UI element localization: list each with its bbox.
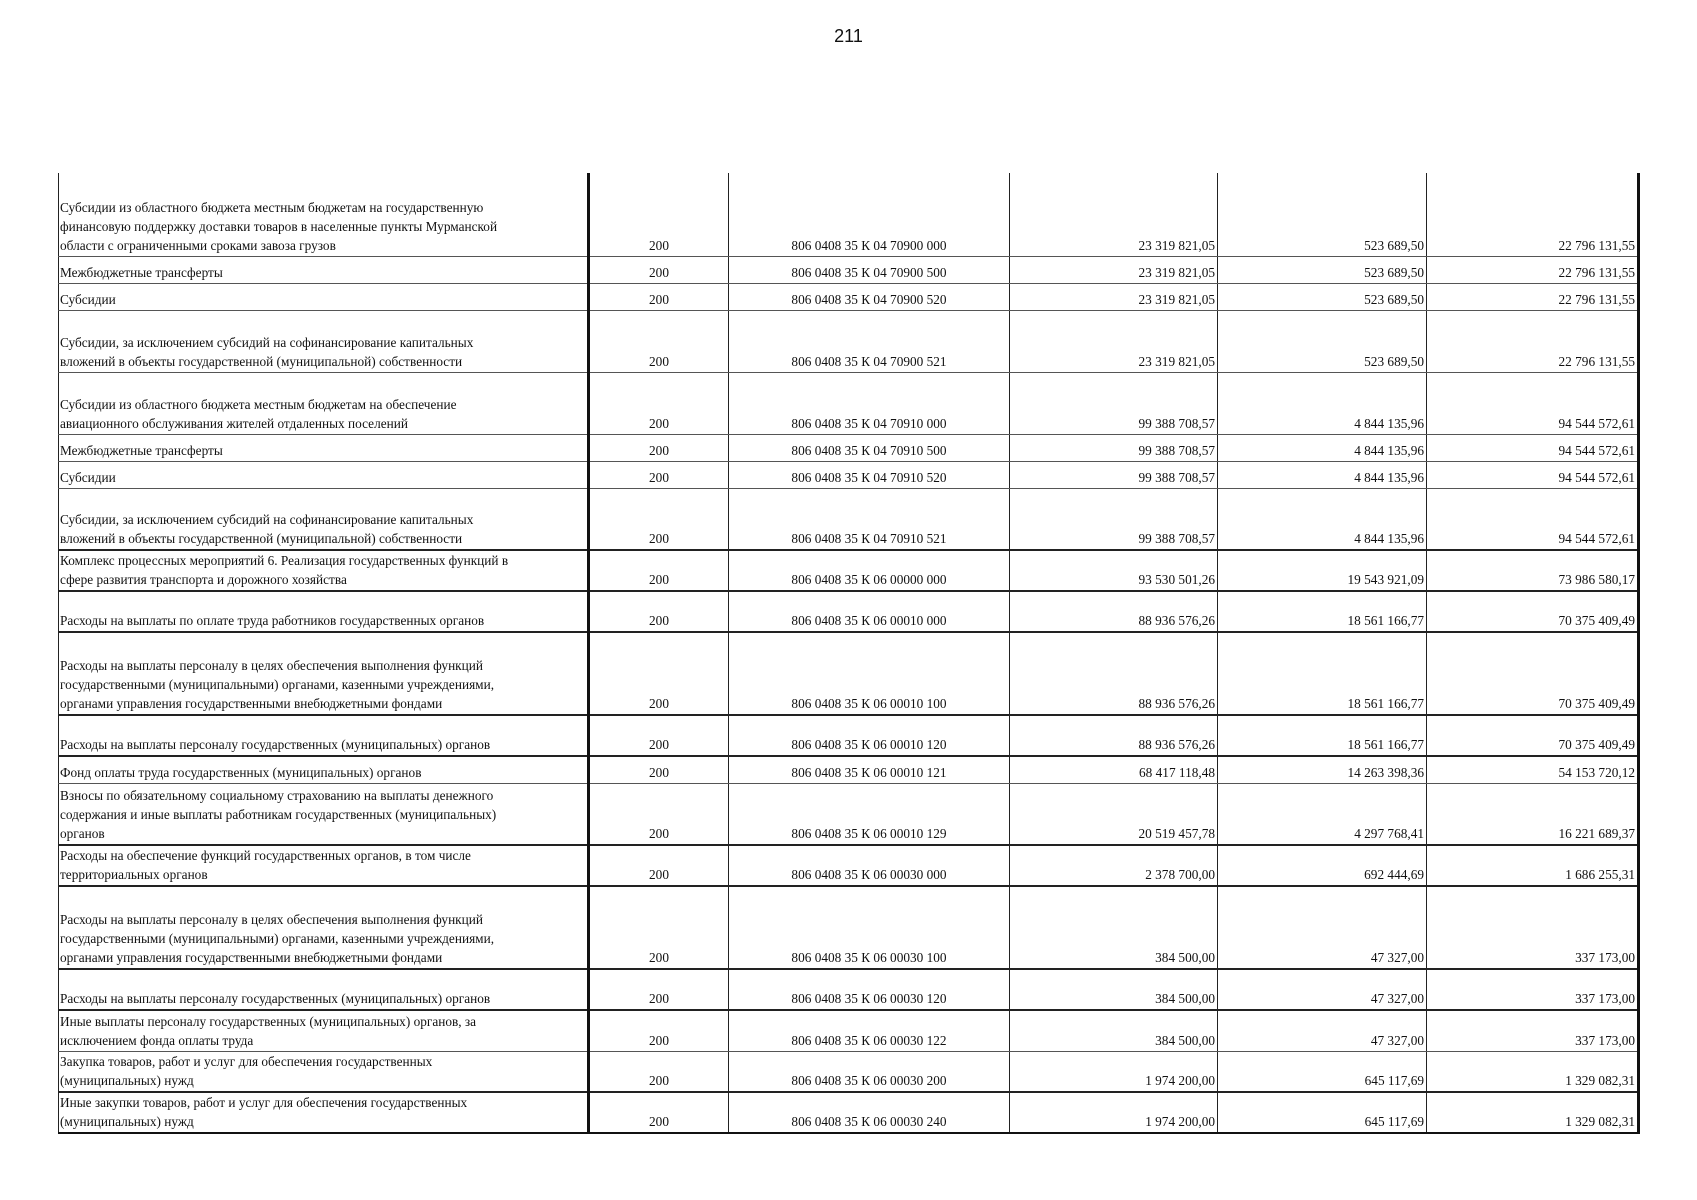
row-approved-amount-cell: 23 319 821,05	[1010, 173, 1218, 256]
row-approved-amount-cell: 384 500,00	[1010, 969, 1218, 1010]
row-classification-code-cell: 806 0408 35 К 06 00010 129	[729, 783, 1010, 845]
table-row	[59, 715, 1639, 756]
row-executed-amount-cell: 645 117,69	[1218, 1051, 1427, 1092]
row-executed-amount-cell: 4 844 135,96	[1218, 461, 1427, 488]
row-executed-amount-cell: 523 689,50	[1218, 173, 1427, 256]
row-line-code-cell: 200	[589, 715, 729, 756]
row-unexecuted-amount-cell: 70 375 409,49	[1427, 591, 1639, 632]
row-unexecuted-amount-cell: 337 173,00	[1427, 969, 1639, 1010]
row-name-cell: Комплекс процессных мероприятий 6. Реализация государственных функций в сфере развития транспорта и дорожного хозяйства	[59, 550, 589, 591]
row-unexecuted-amount-cell: 94 544 572,61	[1427, 488, 1639, 550]
row-executed-amount-cell: 47 327,00	[1218, 1010, 1427, 1051]
row-approved-amount-cell: 99 388 708,57	[1010, 488, 1218, 550]
row-name-cell: Иные закупки товаров, работ и услуг для обеспечения государственных (муниципальных) нужд	[59, 1092, 589, 1133]
row-approved-amount-cell: 68 417 118,48	[1010, 756, 1218, 783]
row-unexecuted-amount-cell: 1 329 082,31	[1427, 1051, 1639, 1092]
row-unexecuted-amount-cell: 70 375 409,49	[1427, 632, 1639, 715]
page-number: 211	[834, 26, 863, 46]
row-line-code-cell: 200	[589, 756, 729, 783]
row-classification-code-cell: 806 0408 35 К 06 00000 000	[729, 550, 1010, 591]
row-line-code-cell: 200	[589, 461, 729, 488]
row-line-code-cell: 200	[589, 256, 729, 283]
row-name-cell: Расходы на выплаты персоналу государственных (муниципальных) органов	[59, 715, 589, 756]
row-executed-amount-cell: 523 689,50	[1218, 256, 1427, 283]
row-approved-amount-cell: 2 378 700,00	[1010, 845, 1218, 886]
row-executed-amount-cell: 19 543 921,09	[1218, 550, 1427, 591]
row-line-code-cell: 200	[589, 434, 729, 461]
row-line-code-cell: 200	[589, 173, 729, 256]
row-classification-code-cell: 806 0408 35 К 04 70900 000	[729, 173, 1010, 256]
row-classification-code-cell: 806 0408 35 К 06 00030 200	[729, 1051, 1010, 1092]
table-row	[59, 591, 1639, 632]
row-name-cell: Расходы на выплаты персоналу в целях обеспечения выполнения функций государственными (муниципальными) органами, казенными учреждениями, органами управления государственными внебюджетными фондами	[59, 886, 589, 969]
row-approved-amount-cell: 1 974 200,00	[1010, 1051, 1218, 1092]
table-row	[59, 461, 1639, 488]
row-unexecuted-amount-cell: 1 686 255,31	[1427, 845, 1639, 886]
row-executed-amount-cell: 4 844 135,96	[1218, 488, 1427, 550]
row-unexecuted-amount-cell: 337 173,00	[1427, 886, 1639, 969]
row-name-cell: Фонд оплаты труда государственных (муниципальных) органов	[59, 756, 589, 783]
row-unexecuted-amount-cell: 94 544 572,61	[1427, 434, 1639, 461]
row-executed-amount-cell: 18 561 166,77	[1218, 715, 1427, 756]
row-executed-amount-cell: 47 327,00	[1218, 969, 1427, 1010]
row-name-cell: Субсидии из областного бюджета местным бюджетам на государственную финансовую поддержку доставки товаров в населенные пункты Мурманской области с ограниченными сроками завоза грузов	[59, 173, 589, 256]
row-executed-amount-cell: 18 561 166,77	[1218, 591, 1427, 632]
row-approved-amount-cell: 99 388 708,57	[1010, 372, 1218, 434]
row-approved-amount-cell: 93 530 501,26	[1010, 550, 1218, 591]
row-approved-amount-cell: 88 936 576,26	[1010, 632, 1218, 715]
row-executed-amount-cell: 4 844 135,96	[1218, 372, 1427, 434]
row-name-cell: Субсидии, за исключением субсидий на софинансирование капитальных вложений в объекты государственной (муниципальной) собственности	[59, 488, 589, 550]
row-name-cell: Расходы на обеспечение функций государственных органов, в том числе территориальных органов	[59, 845, 589, 886]
row-line-code-cell: 200	[589, 283, 729, 310]
row-classification-code-cell: 806 0408 35 К 04 70910 500	[729, 434, 1010, 461]
table-row	[59, 434, 1639, 461]
row-executed-amount-cell: 14 263 398,36	[1218, 756, 1427, 783]
row-approved-amount-cell: 20 519 457,78	[1010, 783, 1218, 845]
row-classification-code-cell: 806 0408 35 К 04 70910 520	[729, 461, 1010, 488]
row-approved-amount-cell: 23 319 821,05	[1010, 310, 1218, 372]
row-classification-code-cell: 806 0408 35 К 06 00010 100	[729, 632, 1010, 715]
row-executed-amount-cell: 47 327,00	[1218, 886, 1427, 969]
row-unexecuted-amount-cell: 22 796 131,55	[1427, 256, 1639, 283]
row-executed-amount-cell: 645 117,69	[1218, 1092, 1427, 1133]
row-classification-code-cell: 806 0408 35 К 06 00010 120	[729, 715, 1010, 756]
row-unexecuted-amount-cell: 22 796 131,55	[1427, 173, 1639, 256]
table-row	[59, 256, 1639, 283]
table-row	[59, 783, 1639, 845]
table-row	[59, 283, 1639, 310]
row-executed-amount-cell: 523 689,50	[1218, 283, 1427, 310]
row-classification-code-cell: 806 0408 35 К 04 70910 521	[729, 488, 1010, 550]
row-name-cell: Закупка товаров, работ и услуг для обеспечения государственных (муниципальных) нужд	[59, 1051, 589, 1092]
row-executed-amount-cell: 523 689,50	[1218, 310, 1427, 372]
row-classification-code-cell: 806 0408 35 К 06 00030 240	[729, 1092, 1010, 1133]
row-line-code-cell: 200	[589, 783, 729, 845]
row-line-code-cell: 200	[589, 632, 729, 715]
row-unexecuted-amount-cell: 22 796 131,55	[1427, 283, 1639, 310]
row-classification-code-cell: 806 0408 35 К 06 00030 000	[729, 845, 1010, 886]
row-line-code-cell: 200	[589, 372, 729, 434]
row-classification-code-cell: 806 0408 35 К 06 00030 100	[729, 886, 1010, 969]
row-approved-amount-cell: 384 500,00	[1010, 886, 1218, 969]
row-executed-amount-cell: 692 444,69	[1218, 845, 1427, 886]
row-unexecuted-amount-cell: 16 221 689,37	[1427, 783, 1639, 845]
row-line-code-cell: 200	[589, 969, 729, 1010]
row-approved-amount-cell: 99 388 708,57	[1010, 461, 1218, 488]
row-unexecuted-amount-cell: 54 153 720,12	[1427, 756, 1639, 783]
row-name-cell: Субсидии	[59, 461, 589, 488]
row-name-cell: Субсидии, за исключением субсидий на софинансирование капитальных вложений в объекты государственной (муниципальной) собственности	[59, 310, 589, 372]
row-classification-code-cell: 806 0408 35 К 04 70900 521	[729, 310, 1010, 372]
budget-execution-table	[58, 173, 1640, 1134]
table-row	[59, 550, 1639, 591]
row-executed-amount-cell: 4 297 768,41	[1218, 783, 1427, 845]
row-line-code-cell: 200	[589, 845, 729, 886]
row-unexecuted-amount-cell: 94 544 572,61	[1427, 372, 1639, 434]
row-approved-amount-cell: 384 500,00	[1010, 1010, 1218, 1051]
row-name-cell: Взносы по обязательному социальному страхованию на выплаты денежного содержания и иные выплаты работникам государственных (муниципальных) органов	[59, 783, 589, 845]
row-classification-code-cell: 806 0408 35 К 06 00030 120	[729, 969, 1010, 1010]
table-row	[59, 756, 1639, 783]
table-row	[59, 372, 1639, 434]
table-row	[59, 488, 1639, 550]
row-classification-code-cell: 806 0408 35 К 04 70910 000	[729, 372, 1010, 434]
row-line-code-cell: 200	[589, 1051, 729, 1092]
row-approved-amount-cell: 1 974 200,00	[1010, 1092, 1218, 1133]
row-approved-amount-cell: 88 936 576,26	[1010, 591, 1218, 632]
table-row	[59, 1051, 1639, 1092]
row-line-code-cell: 200	[589, 488, 729, 550]
row-classification-code-cell: 806 0408 35 К 04 70900 500	[729, 256, 1010, 283]
row-unexecuted-amount-cell: 94 544 572,61	[1427, 461, 1639, 488]
table-row	[59, 173, 1639, 256]
row-line-code-cell: 200	[589, 591, 729, 632]
row-executed-amount-cell: 4 844 135,96	[1218, 434, 1427, 461]
row-approved-amount-cell: 23 319 821,05	[1010, 256, 1218, 283]
table-row	[59, 1010, 1639, 1051]
row-unexecuted-amount-cell: 1 329 082,31	[1427, 1092, 1639, 1133]
row-name-cell: Иные выплаты персоналу государственных (муниципальных) органов, за исключением фонда оплаты труда	[59, 1010, 589, 1051]
row-approved-amount-cell: 23 319 821,05	[1010, 283, 1218, 310]
row-line-code-cell: 200	[589, 1092, 729, 1133]
row-unexecuted-amount-cell: 73 986 580,17	[1427, 550, 1639, 591]
row-classification-code-cell: 806 0408 35 К 06 00030 122	[729, 1010, 1010, 1051]
row-name-cell: Субсидии из областного бюджета местным бюджетам на обеспечение авиационного обслуживания жителей отдаленных поселений	[59, 372, 589, 434]
row-classification-code-cell: 806 0408 35 К 06 00010 000	[729, 591, 1010, 632]
row-name-cell: Расходы на выплаты персоналу в целях обеспечения выполнения функций государственными (муниципальными) органами, казенными учреждениями, органами управления государственными внебюджетными фондами	[59, 632, 589, 715]
table-row	[59, 845, 1639, 886]
row-line-code-cell: 200	[589, 886, 729, 969]
table-row	[59, 632, 1639, 715]
table-row	[59, 310, 1639, 372]
row-name-cell: Межбюджетные трансферты	[59, 256, 589, 283]
row-line-code-cell: 200	[589, 1010, 729, 1051]
row-classification-code-cell: 806 0408 35 К 06 00010 121	[729, 756, 1010, 783]
row-executed-amount-cell: 18 561 166,77	[1218, 632, 1427, 715]
row-classification-code-cell: 806 0408 35 К 04 70900 520	[729, 283, 1010, 310]
row-unexecuted-amount-cell: 22 796 131,55	[1427, 310, 1639, 372]
row-unexecuted-amount-cell: 337 173,00	[1427, 1010, 1639, 1051]
row-approved-amount-cell: 88 936 576,26	[1010, 715, 1218, 756]
table-row	[59, 1092, 1639, 1133]
row-line-code-cell: 200	[589, 550, 729, 591]
row-name-cell: Субсидии	[59, 283, 589, 310]
table-row	[59, 886, 1639, 969]
table-row	[59, 969, 1639, 1010]
row-name-cell: Расходы на выплаты по оплате труда работников государственных органов	[59, 591, 589, 632]
row-unexecuted-amount-cell: 70 375 409,49	[1427, 715, 1639, 756]
row-name-cell: Межбюджетные трансферты	[59, 434, 589, 461]
row-line-code-cell: 200	[589, 310, 729, 372]
row-name-cell: Расходы на выплаты персоналу государственных (муниципальных) органов	[59, 969, 589, 1010]
row-approved-amount-cell: 99 388 708,57	[1010, 434, 1218, 461]
